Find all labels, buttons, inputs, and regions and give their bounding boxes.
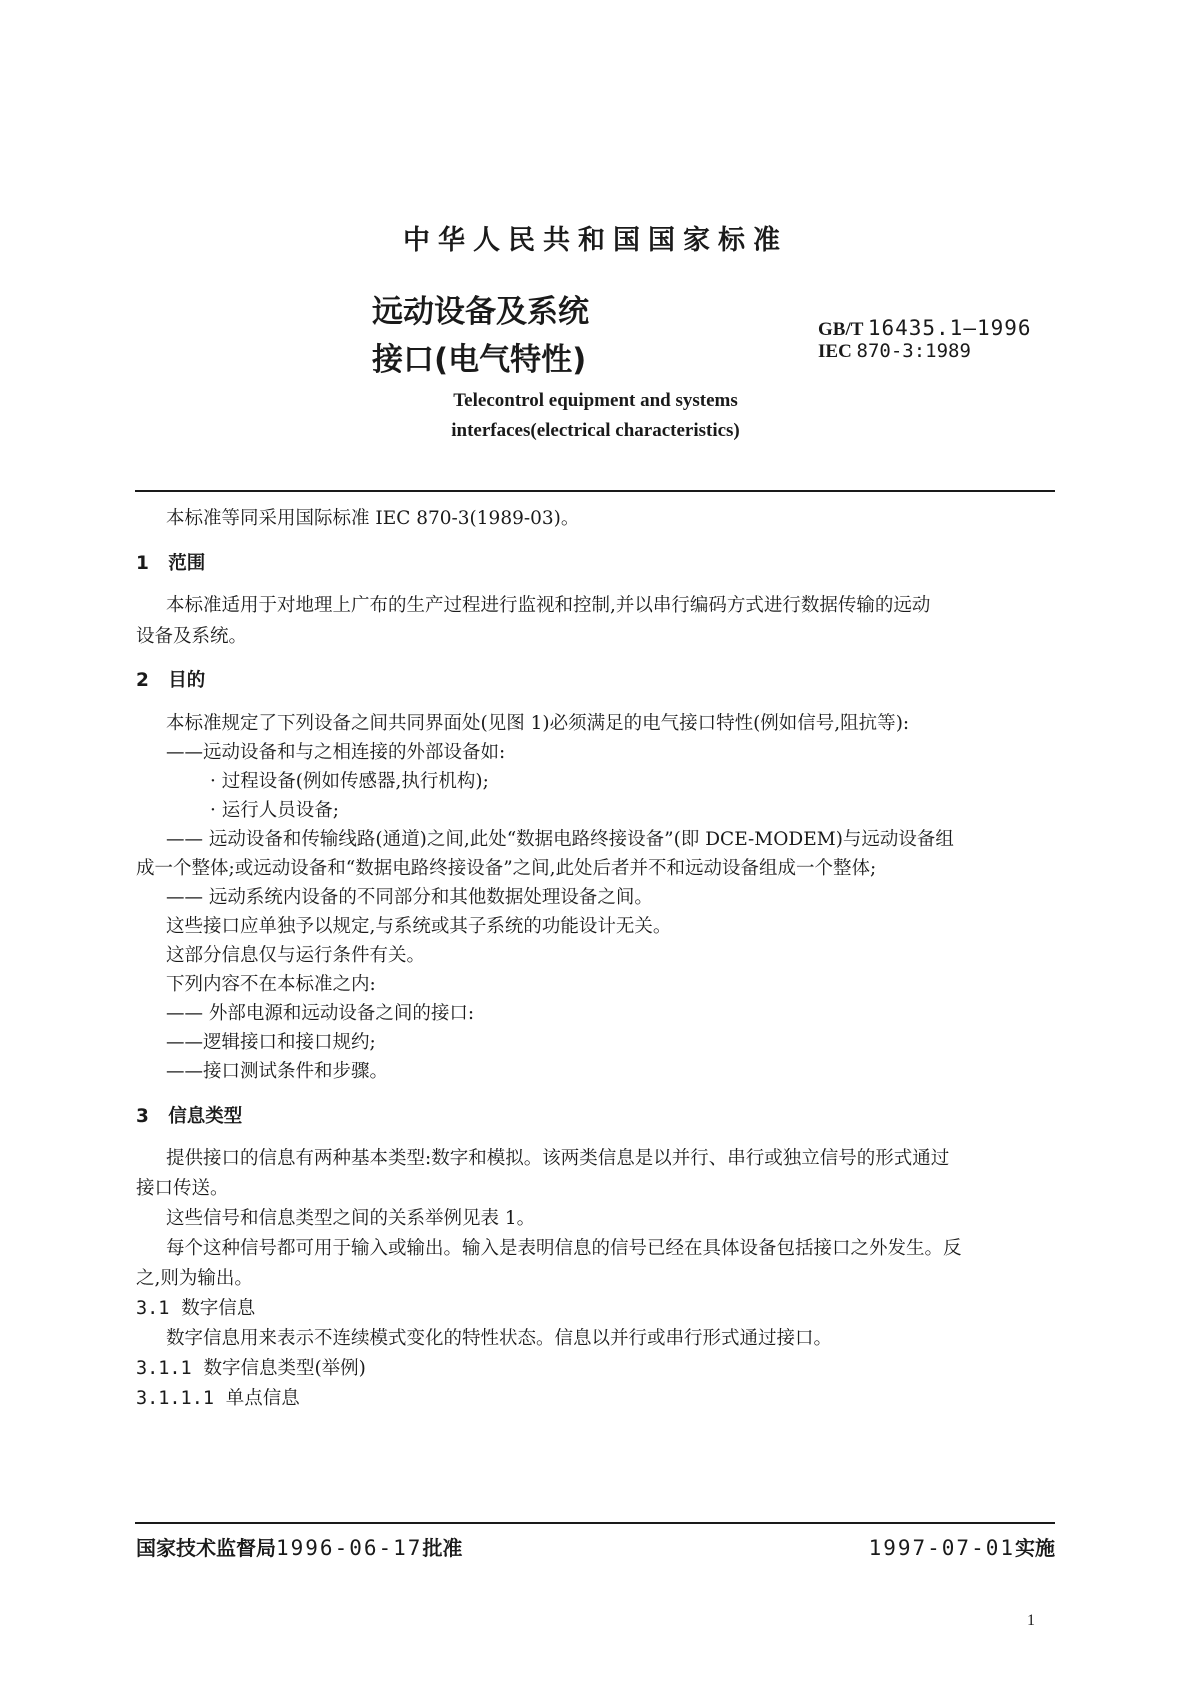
iec-number: 870-3:1989 [856,340,971,362]
section-1-para-line2: 设备及系统。 [136,626,248,647]
subsection-3-1-1-number: 3.1.1 [136,1358,192,1379]
iec-code [818,340,971,363]
section-1-title: 范围 [168,553,206,574]
section-2-bullet-1: · 过程设备(例如传感器,执行机构); [210,771,489,792]
iec-prefix: IEC [818,341,852,362]
section-2-dash-2-line1: —— 远动设备和传输线路(通道)之间,此处“数据电路终接设备”(即 DCE-MODEM)与远动设备组 [166,829,954,850]
section-2-excl-2: ——逻辑接口和接口规约; [166,1032,376,1053]
effective-date: 1997-07-01 [868,1536,1015,1560]
subsection-3-1-1-title: 数字信息类型(举例) [203,1358,366,1379]
effective-word: 实施 [1015,1536,1055,1560]
section-3-number: 3 [136,1106,149,1127]
section-3-para-1-line1: 提供接口的信息有两种基本类型:数字和模拟。该两类信息是以并行、串行或独立信号的形式通过 [166,1148,950,1169]
gbt-prefix: GB/T [818,319,864,340]
section-3-heading [136,1102,242,1128]
section-3-para-3-line2: 之,则为输出。 [136,1268,253,1289]
section-2-bullet-2: · 运行人员设备; [210,800,339,821]
title-divider [135,490,1055,492]
subsection-3-1-title: 数字信息 [181,1298,256,1319]
approver: 国家技术监督局 [136,1536,276,1560]
section-3-title: 信息类型 [168,1106,243,1127]
subsection-3-1-heading [136,1294,255,1320]
subsection-3-1-number: 3.1 [136,1298,170,1319]
title-en-line2: interfaces(electrical characteristics) [451,420,740,441]
approve-word: 批准 [422,1536,463,1560]
document-header: 中华人民共和国国家标准 [403,225,788,256]
section-1-number: 1 [136,553,149,574]
section-2-excl-3: ——接口测试条件和步骤。 [166,1061,389,1082]
title-en-line1: Telecontrol equipment and systems [453,390,738,411]
section-2-dash-3: —— 远动系统内设备的不同部分和其他数据处理设备之间。 [166,887,653,908]
section-2-excl-1: —— 外部电源和远动设备之间的接口: [166,1003,475,1024]
section-1-heading [136,549,205,575]
section-2-dash-1: ——远动设备和与之相连接的外部设备如: [166,742,506,763]
section-2-intro: 本标准规定了下列设备之间共同界面处(见图 1)必须满足的电气接口特性(例如信号,阻抗等): [166,713,910,734]
subsection-3-1-1-1-heading [136,1384,300,1410]
title-cn-line1: 远动设备及系统 [372,294,589,330]
section-2-para-3: 这部分信息仅与运行条件有关。 [166,945,426,966]
gbt-code [818,316,1032,341]
page-number: 1 [1027,1612,1035,1629]
title-cn-line2: 接口(电气特性) [372,342,587,378]
section-2-title: 目的 [168,670,206,691]
gbt-number: 16435.1—1996 [867,316,1032,340]
section-1-para-line1: 本标准适用于对地理上广布的生产过程进行监视和控制,并以串行编码方式进行数据传输的远动 [166,595,931,616]
section-2-para-4: 下列内容不在本标准之内: [166,974,376,995]
section-3-para-1-line2: 接口传送。 [136,1178,229,1199]
section-2-heading [136,666,205,692]
section-3-para-3-line1: 每个这种信号都可用于输入或输出。输入是表明信息的信号已经在具体设备包括接口之外发生。反 [166,1238,962,1259]
subsection-3-1-para: 数字信息用来表示不连续模式变化的特性状态。信息以并行或串行形式通过接口。 [166,1328,833,1349]
effective-line [869,1532,1055,1561]
approve-date: 1996-06-17 [276,1536,423,1560]
subsection-3-1-1-1-number: 3.1.1.1 [136,1388,214,1409]
footer-divider [135,1522,1055,1524]
subsection-3-1-1-heading [136,1354,366,1380]
section-2-dash-2-line2: 成一个整体;或远动设备和“数据电路终接设备”之间,此处后者并不和远动设备组成一个整体; [136,858,877,879]
approval-line [136,1532,462,1561]
section-2-para-2: 这些接口应单独予以规定,与系统或其子系统的功能设计无关。 [166,916,672,937]
section-3-para-2: 这些信号和信息类型之间的关系举例见表 1。 [166,1208,536,1229]
section-2-number: 2 [136,670,149,691]
subsection-3-1-1-1-title: 单点信息 [225,1388,300,1409]
adoption-note: 本标准等同采用国际标准 IEC 870-3(1989-03)。 [166,508,580,529]
